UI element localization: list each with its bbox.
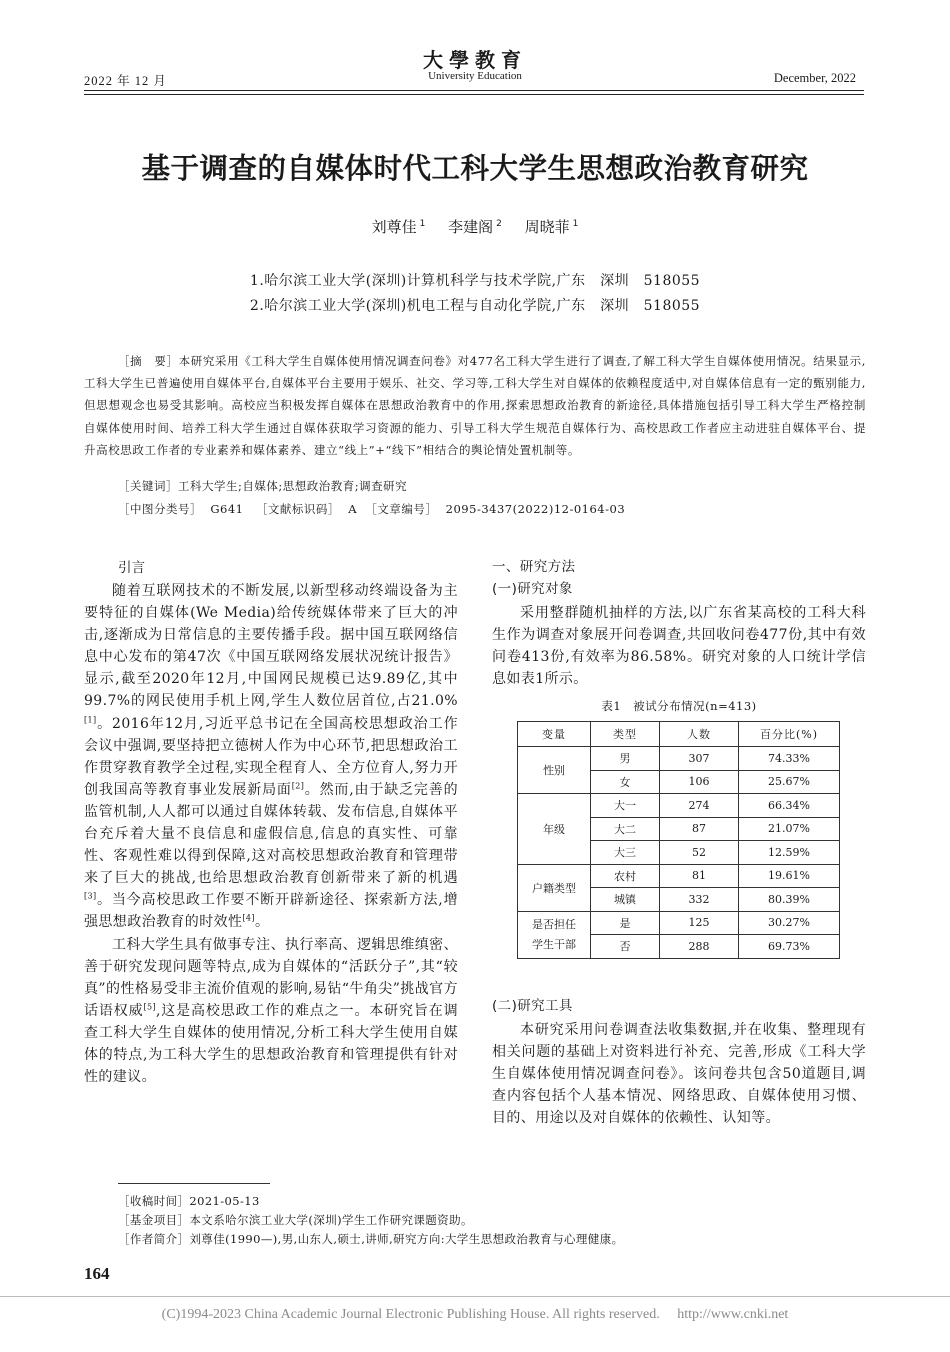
table-row bbox=[518, 794, 840, 818]
table-cell: 106 bbox=[660, 770, 739, 794]
bottom-rule bbox=[0, 1296, 950, 1297]
classification-line bbox=[118, 501, 868, 517]
paper-title: 基于调查的自媒体时代工科大学生思想政治教育研究 bbox=[141, 152, 809, 185]
methods-heading: 一、研究方法 bbox=[492, 559, 576, 575]
citation: [2] bbox=[291, 781, 305, 791]
footnote-received: ［收稿时间］2021-05-13 bbox=[118, 1194, 260, 1208]
table-cell: 74.33% bbox=[739, 747, 840, 771]
table-row bbox=[518, 911, 840, 935]
intro-body bbox=[84, 580, 458, 1088]
author: 刘尊佳 $^1$ bbox=[371, 218, 426, 236]
header-date-cn: 2022 年 12 月 bbox=[84, 74, 167, 88]
doc-code-value: A bbox=[348, 502, 358, 516]
copyright-notice: (C)1994-2023 China Academic Journal Electronic Publishing House. All rights reserved. http://www.cnki.net bbox=[161, 1307, 789, 1322]
table-cell-variable: 性别 bbox=[518, 747, 591, 794]
table-row bbox=[518, 864, 840, 888]
table-cell: 大二 bbox=[591, 817, 660, 841]
abstract bbox=[84, 350, 866, 461]
citation: [5] bbox=[143, 1002, 156, 1012]
citation: [1] bbox=[84, 714, 97, 724]
table-header-row bbox=[518, 722, 840, 747]
abstract-text: 本研究采用《工科大学生自媒体使用情况调查问卷》对477名工科大学生进行了调查,了解工科大学生自媒体使用情况。结果显示,工科大学生已普遍使用自媒体平台,自媒体平台主要用于娱乐、社交、学习等,工科大学生对自媒体的依赖程度适中,对自媒体信息有一定的甄别能力,但思想观念也易受其影响。高校应当积极发挥自媒体在思想政治教育中的作用,探索思想政治教育的新途径,具体措施包括引导工科大学生严格控制自媒体使用时间、培养工科大学生通过自媒体获取学习资源的能力、引导工科大学生规范自媒体行为、高校思政工作者应主动进驻自媒体平台、提升高校思政工作者的专业素养和媒体素养、建立“线上”+“线下”相结合的舆论情处置机制等。 bbox=[84, 354, 867, 457]
table-cell: 30.27% bbox=[739, 911, 840, 935]
citation: [3] bbox=[84, 891, 97, 901]
table-header: 人数 bbox=[660, 722, 739, 747]
demographics-table bbox=[517, 721, 840, 959]
author: 周晓菲 $^1$ bbox=[524, 218, 579, 236]
doc-code-label: ［文献标识码］ bbox=[255, 502, 340, 516]
table-cell: 12.59% bbox=[739, 841, 840, 865]
table-cell-variable: 户籍类型 bbox=[518, 864, 591, 911]
table-cell: 城镇 bbox=[591, 888, 660, 912]
methods-paragraph-2: 本研究采用问卷调查法收集数据,并在收集、整理现有相关问题的基础上对资料进行补充、完善,形成《工科大学生自媒体使用情况调查问卷》。该问卷共包含50道题目,调查内容包括个人基本情况、网络思政、自媒体使用习惯、目的、用途以及对自媒体的依赖性、认知等。 bbox=[492, 1022, 866, 1127]
table-cell: 87 bbox=[660, 817, 739, 841]
intro-paragraph-2: 工科大学生具有做事专注、执行率高、逻辑思维缜密、善于研究发现问题等特点,成为自媒体的“活跃分子”,其“较真”的性格易受非主流价值观的影响,易钻“牛角尖”挑战官方话语权威[5],这是高校思政工作的难点之一。本研究旨在调查工科大学生自媒体的使用情况,分析工科大学生使用自媒体的特点,为工科大学生的思想政治教育和管理提供有针对性的建议。 bbox=[84, 936, 458, 1086]
table-cell: 农村 bbox=[591, 864, 660, 888]
footnote-author-bio: ［作者简介］刘尊佳(1990—),男,山东人,硕士,讲师,研究方向:大学生思想政治教育与心理健康。 bbox=[118, 1232, 624, 1246]
table-cell-variable: 年级 bbox=[518, 794, 591, 865]
table-cell: 81 bbox=[660, 864, 739, 888]
intro-heading: 引言 bbox=[118, 560, 145, 576]
table-cell: 男 bbox=[591, 747, 660, 771]
table-cell: 21.07% bbox=[739, 817, 840, 841]
header-rule-thin bbox=[84, 94, 864, 95]
table-caption: 表1 被试分布情况(n=413) bbox=[601, 699, 757, 713]
page-number: 164 bbox=[84, 1264, 110, 1283]
header-date-en: December, 2022 bbox=[773, 71, 856, 85]
journal-logo: 大學教育 bbox=[423, 48, 527, 72]
journal-name-en: University Education bbox=[428, 70, 522, 82]
table-cell: 否 bbox=[591, 935, 660, 959]
subsection-heading: (二)研究工具 bbox=[492, 998, 573, 1014]
table-cell: 288 bbox=[660, 935, 739, 959]
table-cell: 332 bbox=[660, 888, 739, 912]
table-cell: 女 bbox=[591, 770, 660, 794]
table-cell: 80.39% bbox=[739, 888, 840, 912]
table-cell: 274 bbox=[660, 794, 739, 818]
table-cell: 大三 bbox=[591, 841, 660, 865]
affiliation: 2.哈尔滨工业大学(深圳)机电工程与自动化学院,广东 深圳 518055 bbox=[249, 298, 701, 314]
intro-paragraph-1: 随着互联网技术的不断发展,以新型移动终端设备为主要特征的自媒体(We Media)给传统媒体带来了巨大的冲击,逐渐成为日常信息的主要传播手段。据中国互联网络信息中心发布的第47次《中国互联网络发展状况统计报告》显示,截至2020年12月,中国网民规模已达9.89亿,其中99.7%的网民使用手机上网,学生人数位居首位,占21.0%[1]。2016年12月,习近平总书记在全国高校思想政治工作会议中强调,要坚持把立德树人作为中心环节,把思想政治工作贯穿教育教学全过程,实现全程育人、全方位育人,努力开创我国高等教育事业发展新局面[2]。然而,由于缺乏完善的监管机制,人人都可以通过自媒体转载、发布信息,自媒体平台充斥着大量不良信息和虚假信息,信息的真实性、可靠性、客观性难以得到保障,这对高校思想政治教育和管理带来了巨大的挑战,也给思想政治教育创新带来了新的机遇[3]。当今高校思政工作要不断开辟新途径、探索新方法,增强思想政治教育的时效性[4]。 bbox=[84, 583, 458, 931]
table-header: 变量 bbox=[518, 722, 591, 747]
affiliation: 1.哈尔滨工业大学(深圳)计算机科学与技术学院,广东 深圳 518055 bbox=[249, 273, 701, 289]
table-cell: 19.61% bbox=[739, 864, 840, 888]
table-header: 类型 bbox=[591, 722, 660, 747]
subsection-heading: (一)研究对象 bbox=[492, 581, 573, 597]
keywords bbox=[118, 478, 868, 494]
methods-paragraph-1: 采用整群随机抽样的方法,以广东省某高校的工科大科生作为调查对象展开问卷调查,共回收问卷477份,其中有效问卷413份,有效率为86.58%。研究对象的人口统计学信息如表1所示。 bbox=[492, 605, 866, 688]
keywords-text: 工科大学生;自媒体;思想政治教育;调查研究 bbox=[178, 479, 408, 493]
table-cell: 大一 bbox=[591, 794, 660, 818]
author-list bbox=[0, 216, 950, 237]
footnote-funding: ［基金项目］本文系哈尔滨工业大学(深圳)学生工作研究课题资助。 bbox=[118, 1213, 473, 1227]
table-cell: 69.73% bbox=[739, 935, 840, 959]
citation: [4] bbox=[242, 913, 255, 923]
table-cell: 52 bbox=[660, 841, 739, 865]
keywords-label: ［关键词］ bbox=[118, 479, 178, 493]
table-cell: 是 bbox=[591, 911, 660, 935]
author: 李建阁 $^2$ bbox=[448, 218, 502, 236]
table-row bbox=[518, 747, 840, 771]
clc-value: G641 bbox=[210, 502, 244, 516]
clc-label: ［中图分类号］ bbox=[118, 502, 202, 516]
table-cell: 66.34% bbox=[739, 794, 840, 818]
table-cell-variable: 是否担任学生干部 bbox=[518, 911, 591, 958]
table-header: 百分比(%) bbox=[739, 722, 840, 747]
article-no-label: ［文章编号］ bbox=[365, 502, 438, 516]
abstract-label: ［摘 要］ bbox=[118, 354, 179, 368]
table-cell: 25.67% bbox=[739, 770, 840, 794]
table-cell: 307 bbox=[660, 747, 739, 771]
header-rule-thick bbox=[84, 90, 864, 91]
footnote-rule bbox=[118, 1183, 270, 1184]
table-cell: 125 bbox=[660, 911, 739, 935]
article-no-value: 2095-3437(2022)12-0164-03 bbox=[445, 502, 626, 516]
